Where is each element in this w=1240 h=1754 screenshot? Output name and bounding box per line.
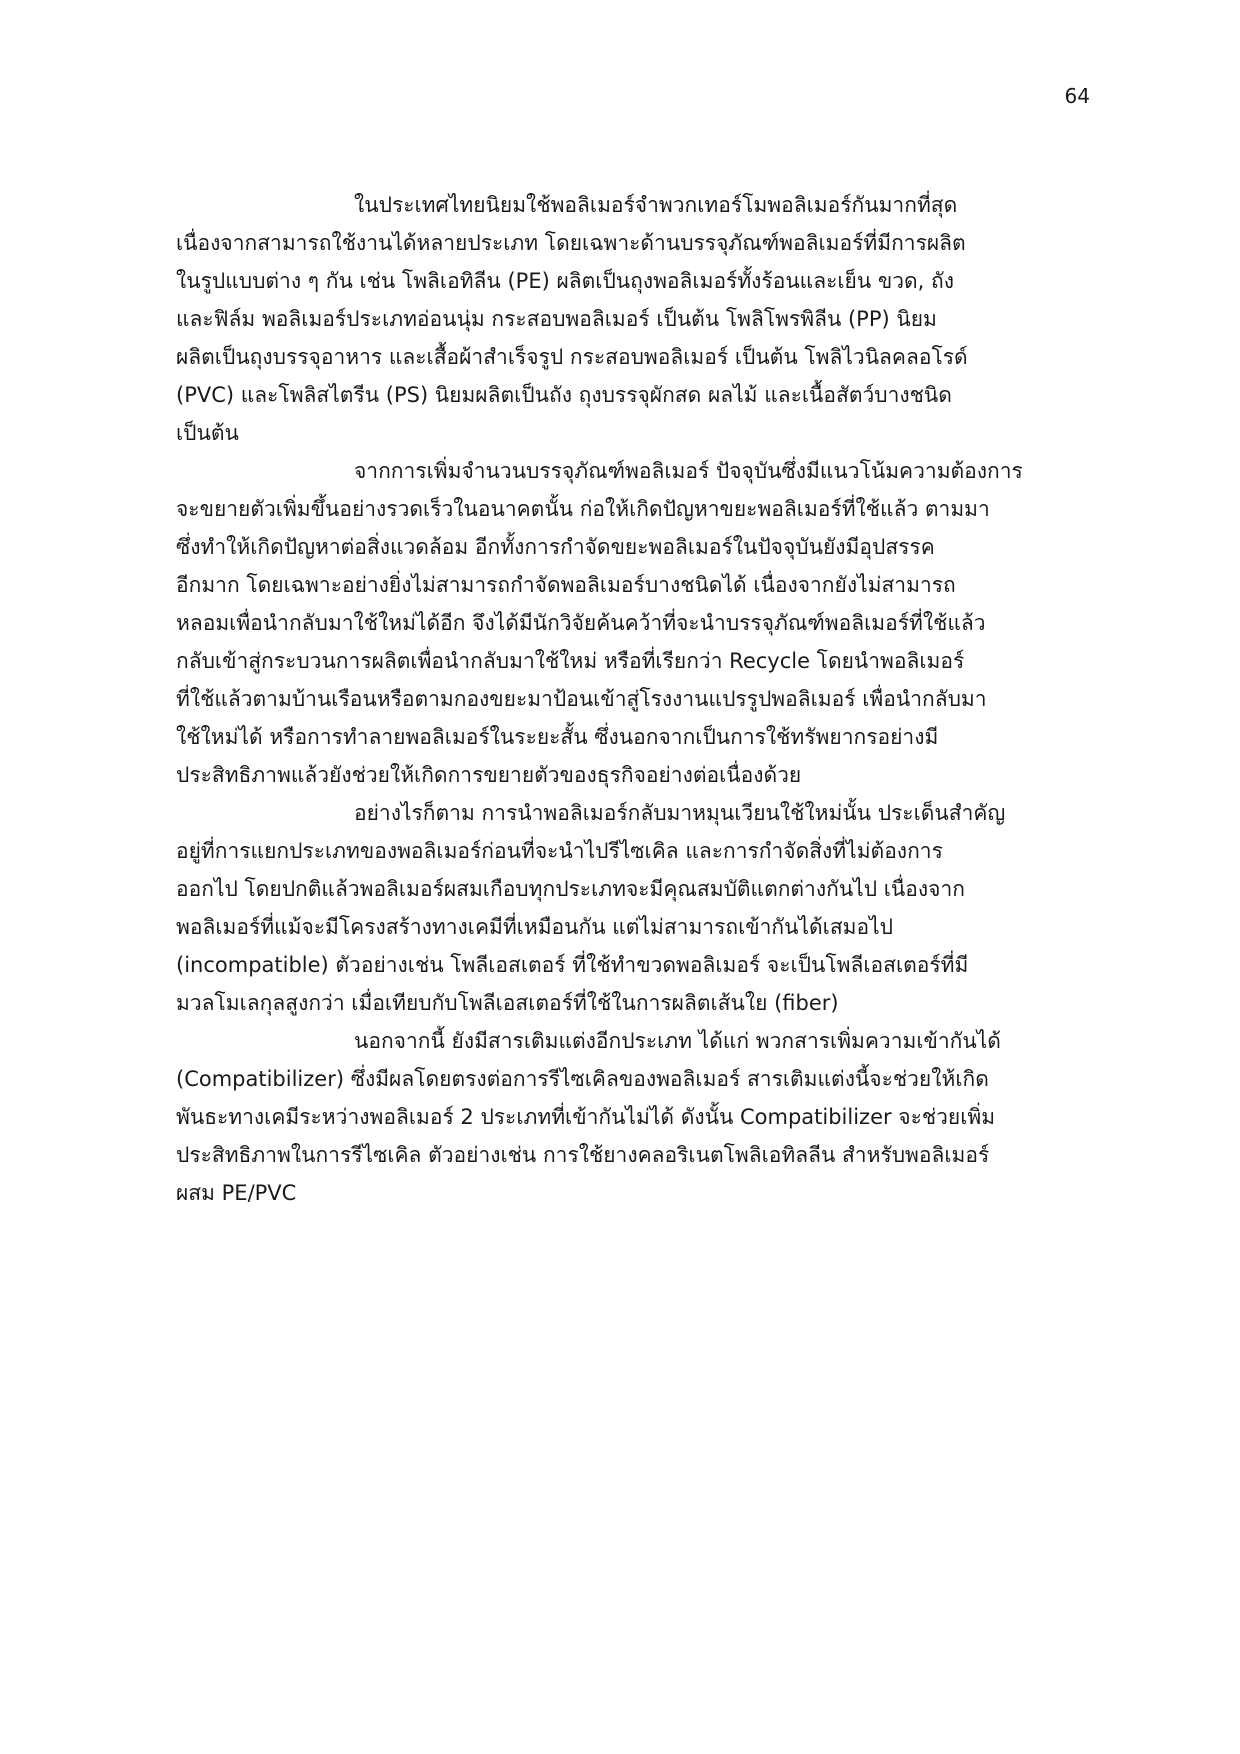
text-line: อย่างไรก็ตาม การนำพอลิเมอร์กลับมาหมุนเวียนใช้ใหม่นั้น ประเด็นสำคัญ — [354, 801, 1006, 825]
text-line: ประสิทธิภาพในการรีไซเคิล ตัวอย่างเช่น การใช้ยางคลอริเนตโพลิเอทิลลีน สำหรับพอลิเมอร์ — [176, 1143, 990, 1167]
text-line: นอกจากนี้ ยังมีสารเติมแต่งอีกประเภท ได้แก่ พวกสารเพิ่มความเข้ากันได้ — [354, 1029, 1001, 1053]
text-line: ใช้ใหม่ได้ หรือการทำลายพอลิเมอร์ในระยะสั้น ซึ่งนอกจากเป็นการใช้ทรัพยากรอย่างมี — [176, 725, 939, 749]
text-line: ที่ใช้แล้วตามบ้านเรือนหรือตามกองขยะมาป้อนเข้าสู่โรงงานแปรรูปพอลิเมอร์ เพื่อนำกลับมา — [176, 687, 987, 711]
text-line: ในรูปแบบต่าง ๆ กัน เช่น โพลิเอทิลีน (PE) ผลิตเป็นถุงพอลิเมอร์ทั้งร้อนและเย็น ขวด, ถัง — [176, 269, 954, 293]
text-line: หลอมเพื่อนำกลับมาใช้ใหม่ได้อีก จึงได้มีนักวิจัยค้นคว้าที่จะนำบรรจุภัณฑ์พอลิเมอร์ที่ใช้แล้ว — [176, 611, 986, 635]
paragraph — [176, 1022, 1098, 1212]
text-line: เนื่องจากสามารถใช้งานได้หลายประเภท โดยเฉพาะด้านบรรจุภัณฑ์พอลิเมอร์ที่มีการผลิต — [176, 231, 966, 255]
text-line: เป็นต้น — [176, 421, 239, 445]
text-line: ผลิตเป็นถุงบรรจุอาหาร และเสื้อผ้าสำเร็จรูป กระสอบพอลิเมอร์ เป็นต้น โพลิไวนิลคลอโรด์ — [176, 345, 968, 369]
text-line: พอลิเมอร์ที่แม้จะมีโครงสร้างทางเคมีที่เหมือนกัน แต่ไม่สามารถเข้ากันได้เสมอไป — [176, 915, 894, 939]
text-line: (PVC) และโพลิสไตรีน (PS) นิยมผลิตเป็นถัง ถุงบรรจุผักสด ผลไม้ และเนื้อสัตว์บางชนิด — [176, 383, 952, 407]
paragraph — [176, 794, 1098, 1022]
text-line: (Compatibilizer) ซึ่งมีผลโดยตรงต่อการรีไซเคิลของพอลิเมอร์ สารเติมแต่งนี้จะช่วยให้เกิด — [176, 1067, 989, 1091]
text-line: อีกมาก โดยเฉพาะอย่างยิ่งไม่สามารถกำจัดพอลิเมอร์บางชนิดได้ เนื่องจากยังไม่สามารถ — [176, 573, 956, 597]
text-line: พันธะทางเคมีระหว่างพอลิเมอร์ 2 ประเภทที่เข้ากันไม่ได้ ดังนั้น Compatibilizer จะช่วยเพิ่ม — [176, 1105, 996, 1129]
paragraph — [176, 452, 1098, 794]
text-line: ในประเทศไทยนิยมใช้พอลิเมอร์จำพวกเทอร์โมพอลิเมอร์กันมากที่สุด — [354, 193, 958, 217]
document-body — [176, 186, 1098, 1212]
text-line: จากการเพิ่มจำนวนบรรจุภัณฑ์พอลิเมอร์ ปัจจุบันซึ่งมีแนวโน้มความต้องการ — [354, 459, 1023, 483]
text-line: ประสิทธิภาพแล้วยังช่วยให้เกิดการขยายตัวของธุรกิจอย่างต่อเนื่องด้วย — [176, 763, 802, 787]
text-line: (incompatible) ตัวอย่างเช่น โพลีเอสเตอร์ ที่ใช้ทำขวดพอลิเมอร์ จะเป็นโพลีเอสเตอร์ที่มี — [176, 953, 969, 977]
text-line: ออกไป โดยปกติแล้วพอลิเมอร์ผสมเกือบทุกประเภทจะมีคุณสมบัติแตกต่างกันไป เนื่องจาก — [176, 877, 965, 901]
text-line: ซึ่งทำให้เกิดปัญหาต่อสิ่งแวดล้อม อีกทั้งการกำจัดขยะพอลิเมอร์ในปัจจุบันยังมีอุปสรรค — [176, 535, 935, 559]
text-line: ผสม PE/PVC — [176, 1181, 297, 1205]
text-line: จะขยายตัวเพิ่มขึ้นอย่างรวดเร็วในอนาคตนั้น ก่อให้เกิดปัญหาขยะพอลิเมอร์ที่ใช้แล้ว ตามมา — [176, 497, 990, 521]
page-number: 64 — [1064, 84, 1090, 108]
paragraph — [176, 186, 1098, 452]
text-line: กลับเข้าสู่กระบวนการผลิตเพื่อนำกลับมาใช้ใหม่ หรือที่เรียกว่า Recycle โดยนำพอลิเมอร์ — [176, 649, 965, 673]
text-line: อยู่ที่การแยกประเภทของพอลิเมอร์ก่อนที่จะนำไปรีไซเคิล และการกำจัดสิ่งที่ไม่ต้องการ — [176, 839, 943, 863]
text-line: และฟิล์ม พอลิเมอร์ประเภทอ่อนนุ่ม กระสอบพอลิเมอร์ เป็นต้น โพลิโพรพิลีน (PP) นิยม — [176, 307, 937, 331]
text-line: มวลโมเลกุลสูงกว่า เมื่อเทียบกับโพลีเอสเตอร์ที่ใช้ในการผลิตเส้นใย (fiber) — [176, 991, 839, 1015]
